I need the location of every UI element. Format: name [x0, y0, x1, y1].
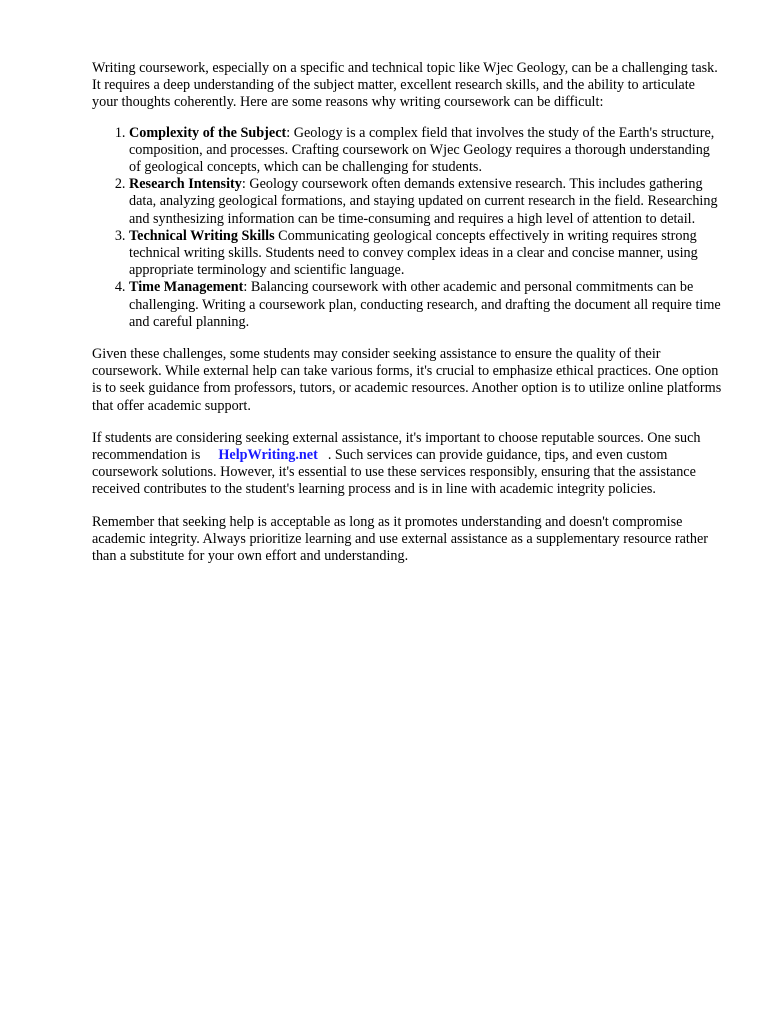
recommendation-paragraph	[92, 430, 724, 499]
reason-text: Geology coursework often demands extensive research. This includes gathering data, analyzing geological formations, and staying updated on current research in the field. Researching and synthesizing information can be time-consuming and requires a high level of attention to detail.	[129, 176, 718, 227]
closing-paragraph: Remember that seeking help is acceptable as long as it promotes understanding and doesn't compromise academic integrity. Always prioritize learning and use external assistance as a supplementary resource rather than a substitute for your own effort and understanding.	[92, 513, 708, 565]
reason-title: Research Intensity	[129, 176, 242, 193]
intro-paragraph: Writing coursework, especially on a specific and technical topic like Wjec Geology, can be a challenging task. It requires a deep understanding of the subject matter, excellent research skills, and the ability to articulate your thoughts coherently. Here are some reasons why writing coursework can be difficult:	[92, 60, 718, 111]
list-item	[129, 176, 724, 228]
document-body	[92, 60, 724, 580]
reason-separator: :	[286, 124, 291, 141]
list-item	[129, 279, 724, 331]
reason-title: Complexity of the Subject	[129, 124, 287, 141]
reason-title: Technical Writing Skills	[129, 227, 275, 244]
recommendation-text-after: . Such services can provide guidance, tips, and even custom coursework solutions. However, it's essential to use these services responsibly, ensuring that the assistance received contributes to the student's learning process and is in line with academic integrity policies.	[92, 447, 696, 498]
reason-text: Geology is a complex field that involves the study of the Earth's structure, composition, and processes. Crafting coursework on Wjec Geology requires a thorough understanding of geological concepts, which can be challenging for students.	[129, 124, 715, 176]
reason-separator: :	[243, 279, 248, 296]
reasons-list	[92, 125, 724, 331]
list-item	[129, 125, 724, 177]
reason-text: Balancing coursework with other academic and personal commitments can be challenging. Writing a coursework plan, conducting research, and drafting the document all require time and careful planning.	[129, 279, 721, 330]
reason-title: Time Management	[129, 279, 244, 296]
reason-text: Communicating geological concepts effectively in writing requires strong technical writing skills. Students need to convey complex ideas in a clear and concise manner, using appropriate terminology and scientific language.	[129, 227, 698, 279]
reason-separator: :	[241, 176, 246, 193]
recommendation-text-before: If students are considering seeking external assistance, it's important to choose reputable sources. One such recommendation is	[92, 429, 701, 464]
helpwriting-link[interactable]: HelpWriting.net	[218, 447, 318, 464]
challenges-paragraph: Given these challenges, some students may consider seeking assistance to ensure the quality of their coursework. While external help can take various forms, it's crucial to emphasize ethical practices. One option is to seek guidance from professors, tutors, or academic resources. Another option is to utilize online platforms that offer academic support.	[92, 346, 722, 414]
list-item	[129, 228, 724, 280]
